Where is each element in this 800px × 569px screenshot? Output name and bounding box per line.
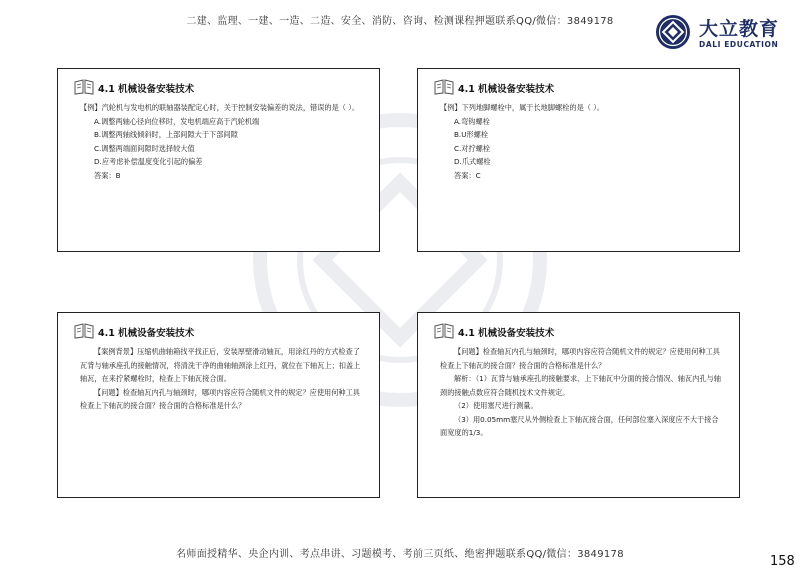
slide-title: 4.1 机械设备安装技术 — [458, 328, 555, 339]
option-b: B.U形螺栓 — [454, 130, 489, 139]
case-background: 【案例背景】压缩机曲轴箱找平找正后，安装厚壁滑动轴瓦，用涂红丹的方式检查了瓦背与轴承座孔的接触情况，将清洗干净的曲轴轴颈涂上红丹，就位在下轴瓦上；扣盖上轴瓦，在来拧紧螺栓时，检查上下轴瓦接合面。 — [80, 347, 361, 383]
slide-title: 4.1 机械设备安装技术 — [458, 84, 555, 95]
dali-logo-icon — [655, 14, 691, 50]
slide-4 — [417, 312, 740, 498]
question-text: 【例】下列地脚螺栓中，属于长地脚螺栓的是（ ）。 — [440, 103, 604, 112]
logo-name: 大立教育 — [699, 18, 780, 40]
slide-header — [434, 322, 724, 342]
case-question: 【问题】检查轴瓦内孔与轴颈时，哪项内容应符合随机文件的规定？应使用何种工具检查上下轴瓦的接合面？接合面的合格标准是什么？ — [440, 347, 720, 370]
header-promo: 二建、监理、一建、一造、二造、安全、消防、咨询、检测课程押题联系QQ/微信：3849178 — [186, 16, 614, 27]
case-question: 【问题】检查轴瓦内孔与轴颈时，哪项内容应符合随机文件的规定？应使用何种工具检查上下轴瓦的接合面？接合面的合格标准是什么？ — [80, 387, 360, 410]
slide-1 — [57, 68, 380, 252]
page-number: 158 — [770, 554, 795, 569]
option-d: D.应考虑补偿温度变化引起的偏差 — [94, 157, 203, 166]
option-a: A.弯钩螺栓 — [454, 116, 490, 126]
book-icon — [74, 79, 94, 95]
question-text: 【例】汽轮机与发电机的联轴器装配定心时，关于控制安装偏差的说法，错误的是（ ）。 — [80, 103, 360, 112]
answer-text: 答案：B — [94, 170, 121, 180]
logo-subtitle: DALI EDUCATION — [699, 40, 779, 49]
slide-header — [74, 322, 364, 342]
slide-3 — [57, 312, 380, 498]
slide-title: 4.1 机械设备安装技术 — [98, 84, 195, 95]
slide-header — [74, 78, 364, 98]
analysis-point-3: （3）用0.05mm塞尺从外侧检查上下轴瓦接合面，任何部位塞入深度应不大于接合面宽度的1/3。 — [440, 414, 719, 437]
slide-body — [80, 101, 362, 182]
option-b: B.调整两轴线倾斜时，上部间隙大于下部间隙 — [94, 130, 238, 139]
footer-promo: 名师面授精华、央企内训、考点串讲、习题模考、考前三页纸、绝密押题联系QQ/微信：3849178 — [176, 549, 624, 560]
slide-title: 4.1 机械设备安装技术 — [98, 328, 195, 339]
slide-body — [440, 101, 722, 182]
book-icon — [434, 79, 454, 95]
option-a: A.调整两轴心径向位移时，发电机端应高于汽轮机端 — [94, 116, 260, 126]
book-icon — [74, 323, 94, 339]
option-d: D.爪式螺栓 — [454, 157, 491, 166]
slide-body — [440, 345, 722, 440]
analysis-point-1: 解析：（1）瓦背与轴承座孔的接触要求、上下轴瓦中分面的接合情况、轴瓦内孔与轴颈的接触点数应符合随机技术文件规定。 — [440, 374, 721, 397]
slide-2 — [417, 68, 740, 252]
analysis-point-2: （2）使用塞尺进行测量。 — [454, 401, 538, 410]
book-icon — [434, 323, 454, 339]
slide-body — [80, 345, 362, 413]
option-c: C.对拧螺栓 — [454, 143, 491, 153]
option-c: C.调整两端面间隙时选择较大值 — [94, 143, 195, 153]
brand-logo — [655, 14, 780, 56]
answer-text: 答案：C — [454, 170, 481, 180]
slide-header — [434, 78, 724, 98]
